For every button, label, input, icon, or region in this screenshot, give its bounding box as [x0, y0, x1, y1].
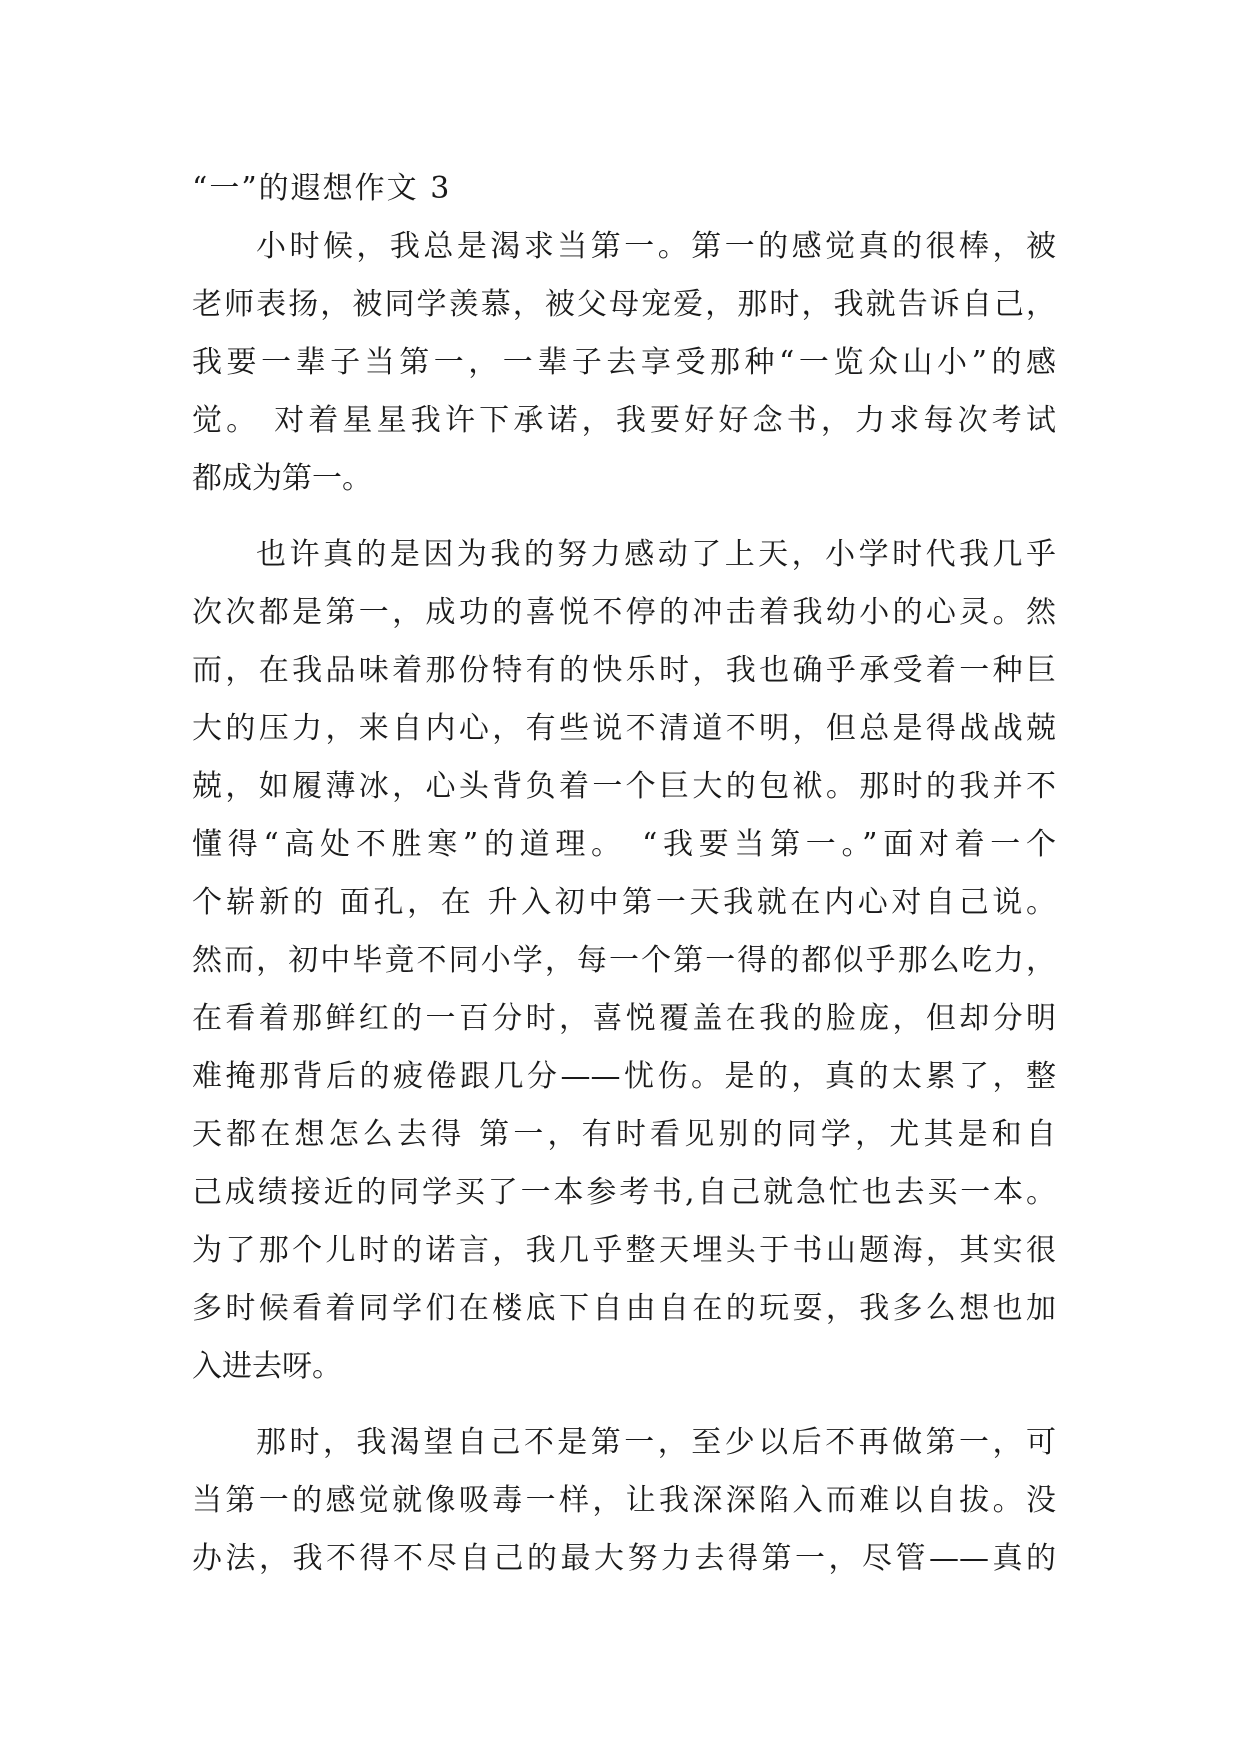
paragraph-line: 办法，我不得不尽自己的最大努力去得第一，尽管——真的: [192, 1541, 1056, 1576]
paragraph-line: 我要一辈子当第一，一辈子去享受那种“一览众山小”的感: [192, 345, 1056, 380]
paragraph-spacing: [192, 1396, 1056, 1414]
paragraph-line: 己成绩接近的同学买了一本参考书,自己就急忙也去买一本。: [192, 1175, 1056, 1210]
paragraph-line: 老师表扬，被同学羡慕，被父母宠爱，那时，我就告诉自己，: [192, 287, 1056, 322]
paragraph-line: 当第一的感觉就像吸毒一样，让我深深陷入而难以自拔。没: [192, 1483, 1056, 1518]
paragraph-line: 觉。 对着星星我许下承诺，我要好好念书，力求每次考试: [192, 403, 1056, 438]
paragraph-line: 而，在我品味着那份特有的快乐时，我也确乎承受着一种巨: [192, 653, 1056, 688]
paragraph-line: 个崭新的 面孔，在 升入初中第一天我就在内心对自己说。: [192, 885, 1056, 920]
paragraph-1: [192, 218, 1056, 508]
paragraph-line: 也许真的是因为我的努力感动了上天，小学时代我几乎: [256, 537, 1056, 572]
paragraph-2: [192, 526, 1056, 1396]
paragraph-line: 兢，如履薄冰，心头背负着一个巨大的包袱。那时的我并不: [192, 769, 1056, 804]
paragraph-line: 多时候看着同学们在楼底下自由自在的玩耍，我多么想也加: [192, 1291, 1056, 1326]
essay-title: “一”的遐想作文 3: [192, 171, 452, 206]
paragraph-line: 为了那个儿时的诺言，我几乎整天埋头于书山题海，其实很: [192, 1233, 1056, 1268]
paragraph-line: 难掩那背后的疲倦跟几分——忧伤。是的，真的太累了，整: [192, 1059, 1056, 1094]
paragraph-line: 天都在想怎么去得 第一，有时看见别的同学，尤其是和自: [192, 1117, 1056, 1152]
paragraph-line: 在看着那鲜红的一百分时，喜悦覆盖在我的脸庞，但却分明: [192, 1001, 1056, 1036]
paragraph-line: 懂得“高处不胜寒”的道理。 “我要当第一。”面对着一个: [192, 827, 1056, 862]
paragraph-line: 入进去呀。: [192, 1349, 342, 1384]
paragraph-line: 然而，初中毕竟不同小学，每一个第一得的都似乎那么吃力，: [192, 943, 1056, 978]
paragraph-line: 大的压力，来自内心，有些说不清道不明，但总是得战战兢: [192, 711, 1056, 746]
paragraph-3: [192, 1414, 1056, 1588]
paragraph-line: 都成为第一。: [192, 461, 372, 496]
essay-body: [192, 160, 1056, 1588]
paragraph-line: 那时，我渴望自己不是第一，至少以后不再做第一，可: [256, 1425, 1056, 1460]
paragraph-spacing: [192, 508, 1056, 526]
paragraph-line: 小时候，我总是渴求当第一。第一的感觉真的很棒，被: [256, 229, 1056, 264]
paragraph-line: 次次都是第一，成功的喜悦不停的冲击着我幼小的心灵。然: [192, 595, 1056, 630]
